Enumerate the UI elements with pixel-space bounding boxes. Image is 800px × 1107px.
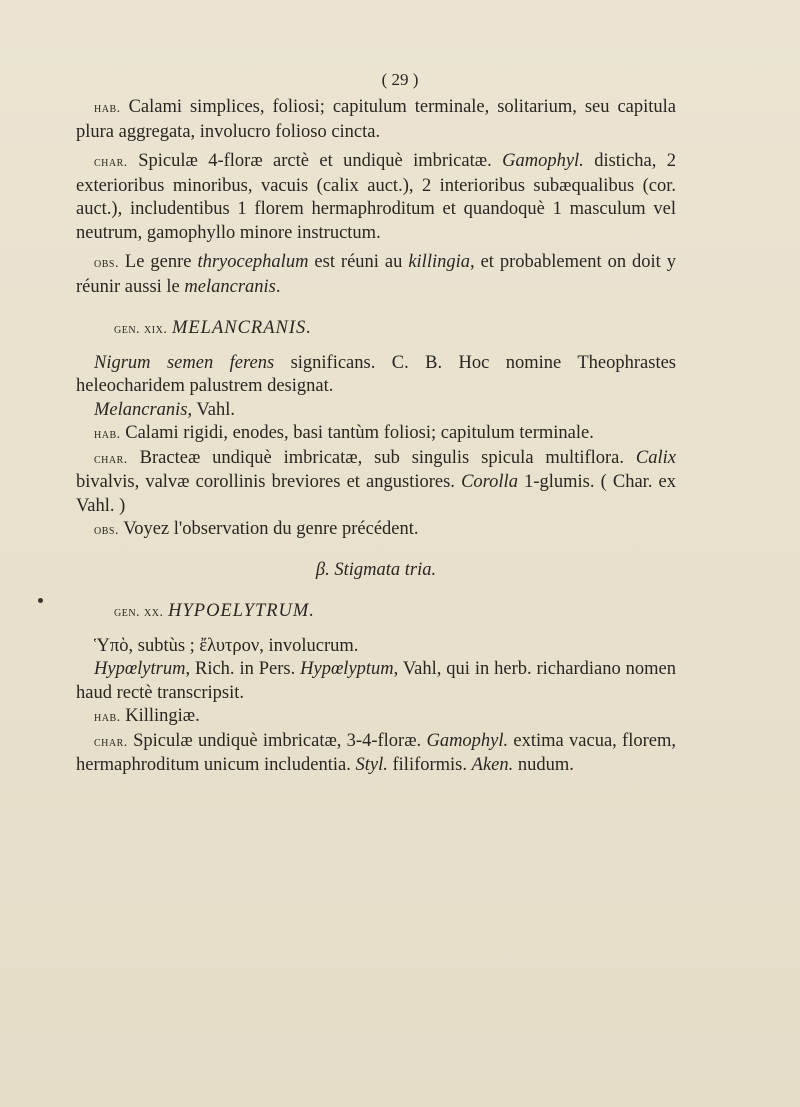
genus-name: MELANCRANIS. xyxy=(171,318,312,338)
genus-heading xyxy=(114,600,676,625)
char-italic-1: Gamophyl. xyxy=(426,730,509,751)
ink-dot xyxy=(38,598,43,603)
char-label: char. xyxy=(94,734,128,750)
hab-label: hab. xyxy=(94,427,121,442)
synonym-paragraph xyxy=(76,399,676,423)
obs-text-4: . xyxy=(275,276,281,297)
genus-label: gen. xix. xyxy=(114,322,168,337)
synonym-italic-2: Hypœlyptum xyxy=(300,659,394,679)
char-text-3: 1-glumis. ( Char. ex Vahl. ) xyxy=(76,472,677,516)
obs-paragraph xyxy=(76,251,676,299)
etymology-text: Ὑπὸ, subtùs ; ἔλυτρον, involucrum. xyxy=(94,635,359,656)
char-italic-2: Styl. xyxy=(355,755,388,775)
genus-name: HYPOELYTRUM. xyxy=(168,601,315,621)
hab-paragraph xyxy=(76,422,676,447)
char-text-1: Spiculæ undiquè imbricatæ, 3-4-floræ. xyxy=(133,730,422,751)
hab-text: Calami simplices, foliosi; capitulum terminale, solitarium, seu capitula plura aggregata, involucro folioso cincta. xyxy=(76,97,676,142)
obs-label: obs. xyxy=(94,523,119,538)
etymology-paragraph xyxy=(76,352,676,399)
synonym-text: , Vahl. xyxy=(187,399,235,420)
etymology-text: significans. C. B. Hoc nomine Theophrastes heleocharidem palustrem designat. xyxy=(76,352,676,396)
char-text-3: filiformis. xyxy=(392,755,468,775)
hab-paragraph xyxy=(76,705,676,730)
char-italic-1: Calix xyxy=(635,447,676,468)
char-paragraph xyxy=(76,150,676,245)
synonym-italic: Melancranis xyxy=(94,399,188,420)
etymology-italic: Nigrum semen ferens xyxy=(94,352,275,373)
synonym-italic-1: Hypœlytrum xyxy=(94,659,186,679)
char-text-2: disticha, 2 exterioribus minoribus, vacuis (calix auct.), 2 interioribus subæqualibus (cor. auct.), includentibus 1 florem hermaphroditum et quandoquè 1 masculum vel neutrum, gamophyllo minore instructum. xyxy=(76,151,677,243)
obs-text-1: Le genre xyxy=(124,252,192,272)
char-text-4: nudum. xyxy=(517,755,574,775)
char-paragraph xyxy=(76,447,676,519)
obs-italic-1: thryocephalum xyxy=(197,252,309,272)
hab-paragraph xyxy=(76,96,676,144)
char-text-1: Bracteæ undiquè imbricatæ, sub singulis spicula multiflora. xyxy=(139,447,625,468)
synonym-paragraph xyxy=(76,658,676,705)
obs-text-3: , et probablement on doit y réunir aussi le xyxy=(76,252,677,297)
char-text-2: bivalvis, valvæ corollinis breviores et angustiores. xyxy=(76,472,455,492)
char-italic-3: Aken. xyxy=(471,755,514,775)
synonym-text-2: , Vahl, qui in herb. richardiano nomen haud rectè transcripsit. xyxy=(76,659,676,703)
genus-heading xyxy=(114,317,676,342)
obs-italic-2: killingia xyxy=(408,252,470,272)
char-label: char. xyxy=(94,451,128,467)
genus-label: gen. xx. xyxy=(114,605,164,620)
char-label: char. xyxy=(94,155,128,170)
section-heading: β. Stigmata tria. xyxy=(315,559,437,580)
obs-paragraph xyxy=(76,518,676,543)
obs-text: Voyez l'observation du genre précédent. xyxy=(123,519,419,539)
etymology-paragraph xyxy=(76,635,676,659)
hab-label: hab. xyxy=(94,710,121,725)
page-body xyxy=(76,96,676,778)
page-number: ( 29 ) xyxy=(381,70,419,89)
hab-text: Calami rigidi, enodes, basi tantùm foliosi; capitulum terminale. xyxy=(125,423,594,443)
char-italic: Gamophyl. xyxy=(502,151,584,171)
char-text-2: extima vacua, florem, hermaphroditum unicum includentia. xyxy=(76,730,676,775)
synonym-text-1: , Rich. in Pers. xyxy=(185,659,296,679)
obs-text-2: est réuni au xyxy=(314,252,403,272)
obs-italic-3: melancranis xyxy=(184,276,276,297)
char-italic-2: Corolla xyxy=(461,472,518,492)
hab-text: Killingiæ. xyxy=(125,706,200,726)
char-text-1: Spiculæ 4-floræ arctè et undiquè imbricatæ. xyxy=(138,151,492,171)
char-paragraph xyxy=(76,730,676,778)
obs-label: obs. xyxy=(94,256,119,271)
hab-label: hab. xyxy=(94,101,121,116)
